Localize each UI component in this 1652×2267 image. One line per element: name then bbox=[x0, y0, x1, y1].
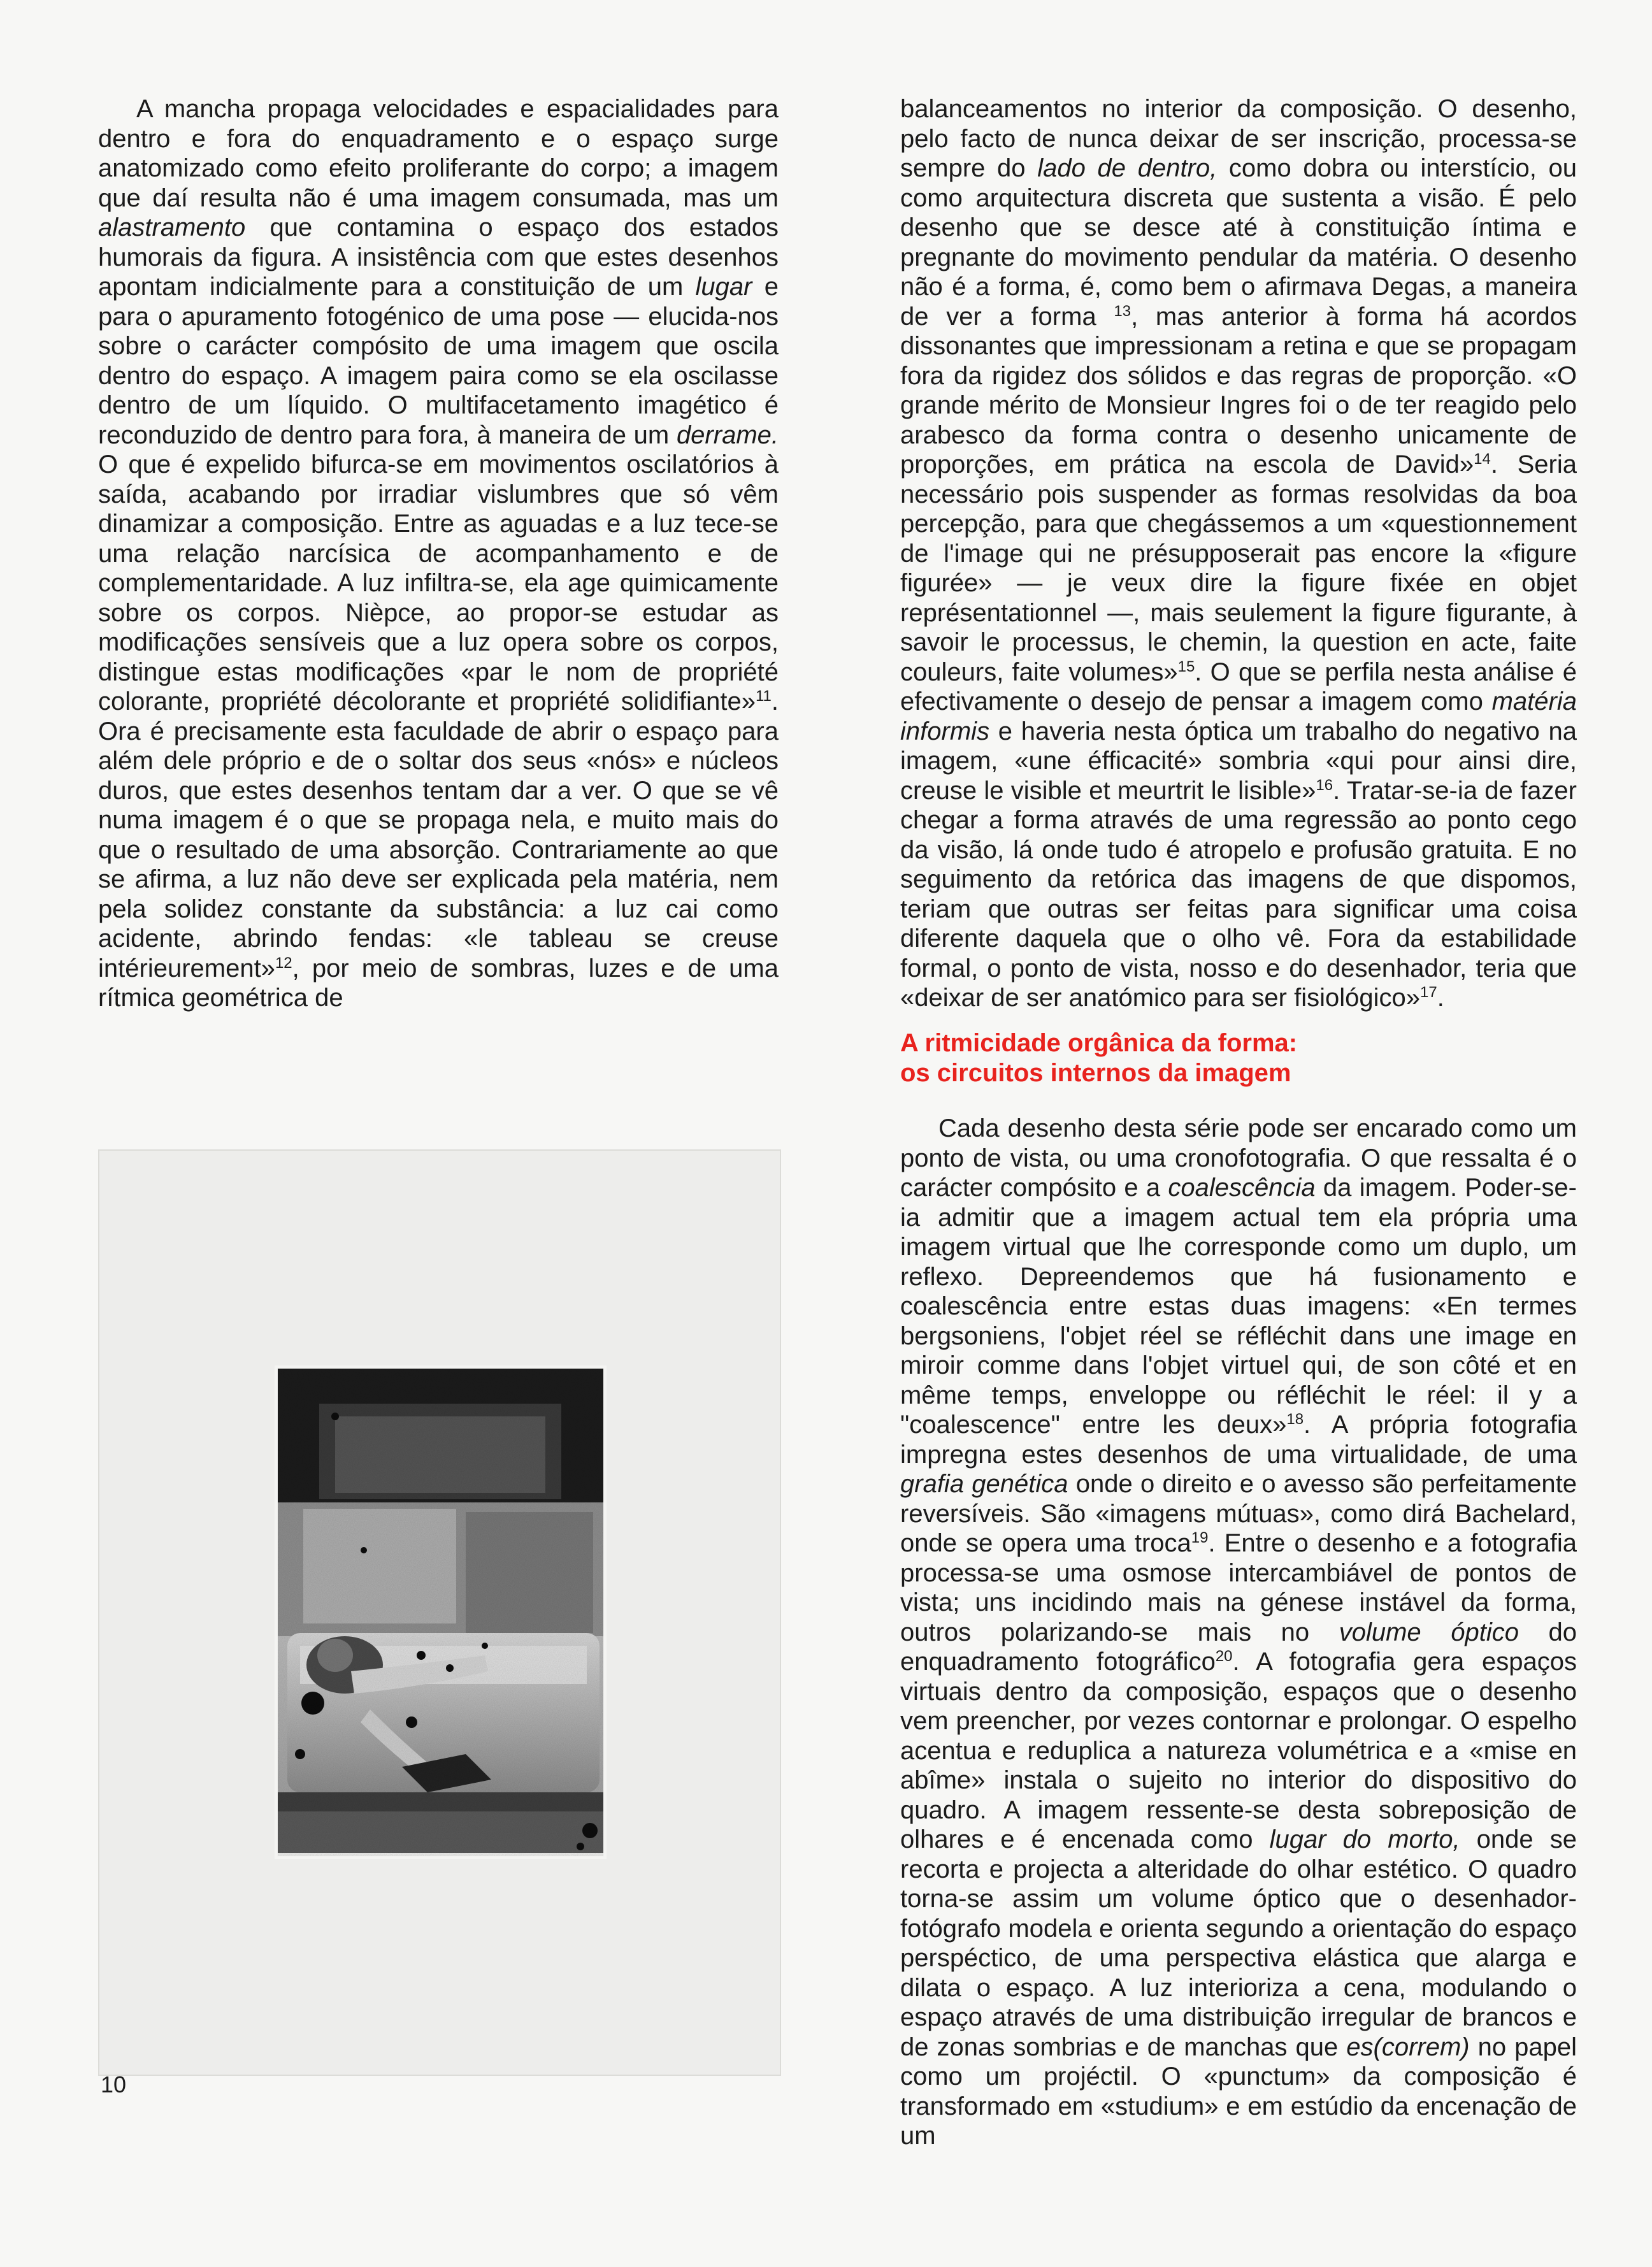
right-paragraph: balanceamentos no interior da composição. O desenho, pelo facto de nunca deixar de ser inscrição, processa-se sempre do lado de dentro, como dobra ou interstício, ou como arquitectura discreta que sustenta a visão. É pelo desenho que se desce até à constituição íntima e pregnante do movimento pendular da matéria. O desenho não é a forma, é, como bem o afirmava Degas, a maneira de ver a forma $^{13}$, mas anterior à forma há acordos dissonantes que impressionam a retina e que se propagam fora da rigidez dos sólidos e das regras de proporção. «O grande mérito de Monsieur Ingres foi o de ter reagido pelo arabesco da forma contra o desenho unicamente de proporções, em prática na escola de David»$^{14}$. Seria necessário pois suspender as formas resolvidas da boa percepção, para que chegássemos a um «questionnement de l'image qui ne présupposerait pas encore la «figure figurée» — je veux dire la figure fixée en objet représentationnel —, mais seulement la figure figurante, à savoir le processus, le chemin, la question en acte, faite couleurs, faite volumes»$^{15}$. O que se perfila nesta análise é efectivamente o desejo de pensar a imagem como matéria informis e haveria nesta óptica um trabalho do negativo na imagem, «une éfficacité» sombria «qui pour ainsi dire, creuse le visible et meurtrit le lisible»$^{16}$. Tratar-se-ia de fazer chegar a forma através de uma regressão ao ponto cego da visão, lá onde tudo é atropelo e profusão gratuita. E no seguimento da retórica das imagens de que dispomos, teriam que outras ser feitas para significar uma coisa diferente daquela que o olho vê. Fora da estabilidade formal, o ponto de vista, nosso e do desenhador, teria que «deixar de ser anatómico para ser fisiológico»$^{17}$. bbox=[900, 95, 1577, 1012]
section-paragraph: Cada desenho desta série pode ser encarado como um ponto de vista, ou uma cronofotografia. O que ressalta é o carácter compósito e a coalescência da imagem. Poder-se-ia admitir que a imagem actual tem ela própria uma imagem virtual que lhe corresponde como um duplo, um reflexo. Depreendemos que há fusionamento e coalescência entre estas duas imagens: «En termes bergsoniens, l'objet réel se réfléchit dans une image en miroir comme dans l'objet virtuel qui, de son côté et en même temps, enveloppe ou réfléchit le réel: il y a "coalescence" entre les deux»$^{18}$. A própria fotografia impregna estes desenhos de uma virtualidade, de uma grafia genética onde o direito e o avesso são perfeitamente reversíveis. São «imagens mútuas», como dirá Bachelard, onde se opera uma troca$^{19}$. Entre o desenho e a fotografia processa-se uma osmose intercambiável de pontos de vista; uns incidindo mais na génese instável da forma, outros polarizando-se mais no volume óptico do enquadramento fotográfico$^{20}$. A fotografia gera espaços virtuais dentro da composição, espaços que o desenho vem preencher, por vezes contornar e prolongar. O espelho acentua e reduplica a natureza volumétrica e a «mise en abîme» instala o sujeito no interior do dispositivo do quadro. A imagem ressente-se desta sobreposição de olhares e é encenada como lugar do morto, onde se recorta e projecta a alteridade do olhar estético. O quadro torna-se assim um volume óptico que o desenhador-fotógrafo modela e orienta segundo a orientação do espaço perspéctico, de uma perspectiva elástica que alarga e dilata o espaço. A luz interioriza a cena, modulando o espaço através de uma distribuição irregular de brancos e de zonas sombrias e de manchas que es(correm) no papel como um projéctil. O «punctum» da composição é transformado em «studium» e em estúdio da encenação de um bbox=[900, 1114, 1577, 2150]
footnote-ref: 15 bbox=[1177, 658, 1195, 675]
footnote-ref: 19 bbox=[1191, 1529, 1209, 1546]
left-column bbox=[98, 94, 779, 1013]
section-heading-line-2: os circuitos internos da imagem bbox=[900, 1059, 1291, 1087]
footnote-ref: 18 bbox=[1286, 1411, 1304, 1428]
right-column bbox=[900, 94, 1577, 1013]
artwork-photograph bbox=[275, 1365, 607, 1859]
left-paragraph: A mancha propaga velocidades e espacialidades para dentro e fora do enquadramento e o espaço surge anatomizado como efeito proliferante do corpo; a imagem que daí resulta não é uma imagem consumada, mas um alastramento que contamina o espaço dos estados humorais da figura. A insistência com que estes desenhos apontam indicialmente para a constituição de um lugar e para o apuramento fotogénico de uma pose — elucida-nos sobre o carácter compósito de uma imagem que oscila dentro do espaço. A imagem paira como se ela oscilasse dentro de um líquido. O multifacetamento imagético é reconduzido de dentro para fora, à maneira de um derrame. O que é expelido bifurca-se em movimentos oscilatórios à saída, acabando por irradiar vislumbres que só vêm dinamizar a composição. Entre as aguadas e a luz tece-se uma relação narcísica de acompanhamento e de complementaridade. A luz infiltra-se, ela age quimicamente sobre os corpos. Nièpce, ao propor-se estudar as modificações sensíveis que a luz opera sobre os corpos, distingue estas modificações «par le nom de propriété colorante, propriété décolorante et propriété solidifiante»$^{11}$. Ora é precisamente esta faculdade de abrir o espaço para além dele próprio e de o soltar dos seus «nós» e núcleos duros, que estes desenhos tentam dar a ver. O que se vê numa imagem é o que se propaga nela, e muito mais do que o resultado de uma absorção. Contrariamente ao que se afirma, a luz não deve ser explicada pela matéria, nem pela solidez constante da substância: a luz cai como acidente, abrindo fendas: «le tableau se creuse intérieurement»$^{12}$, por meio de sombras, luzes e de uma rítmica geométrica de bbox=[98, 95, 779, 1012]
section-body bbox=[900, 1114, 1577, 2151]
footnote-ref: 16 bbox=[1316, 776, 1333, 794]
footnote-ref: 13 bbox=[1114, 302, 1131, 320]
footnote-ref: 20 bbox=[1215, 1648, 1233, 1665]
section-heading bbox=[900, 1028, 1577, 1088]
section-heading-line-1: A ritmicidade orgânica da forma: bbox=[900, 1029, 1298, 1057]
page-number: 10 bbox=[101, 2071, 127, 2098]
footnote-ref: 12 bbox=[275, 954, 292, 972]
footnote-ref: 17 bbox=[1420, 984, 1437, 1001]
footnote-ref: 11 bbox=[755, 687, 772, 705]
footnote-ref: 14 bbox=[1474, 450, 1491, 468]
